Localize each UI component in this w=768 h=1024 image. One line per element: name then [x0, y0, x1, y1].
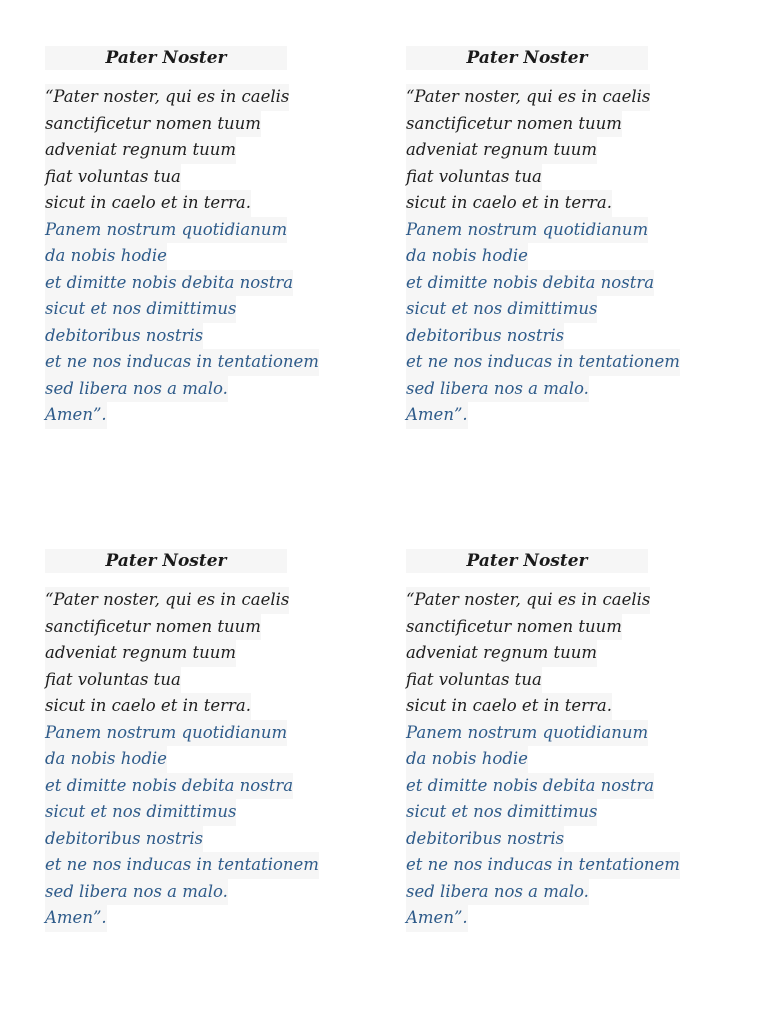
- prayer-line-highlighted: Amen”.: [45, 402, 107, 429]
- prayer-line-highlighted: Amen”.: [406, 402, 468, 429]
- prayer-line: “Pater noster, qui es in caelis: [406, 587, 650, 614]
- prayer-lines: [45, 587, 345, 932]
- prayer-line: “Pater noster, qui es in caelis: [45, 84, 289, 111]
- prayer-line-highlighted: et ne nos inducas in tentationem: [406, 852, 680, 879]
- prayer-lines: [45, 84, 345, 429]
- prayer-line-highlighted: sed libera nos a malo.: [45, 879, 228, 906]
- prayer-line-highlighted: debitoribus nostris: [45, 826, 203, 853]
- prayer-line: fiat voluntas tua: [45, 164, 181, 191]
- prayer-line: “Pater noster, qui es in caelis: [45, 587, 289, 614]
- prayer-line-highlighted: sed libera nos a malo.: [45, 376, 228, 403]
- prayer-line-highlighted: da nobis hodie: [406, 746, 528, 773]
- prayer-line: fiat voluntas tua: [406, 667, 542, 694]
- prayer-title: Pater Noster: [45, 549, 287, 573]
- prayer-line-highlighted: et dimitte nobis debita nostra: [406, 270, 654, 297]
- prayer-line-highlighted: Panem nostrum quotidianum: [406, 720, 648, 747]
- prayer-line-highlighted: et dimitte nobis debita nostra: [45, 773, 293, 800]
- prayer-line-highlighted: debitoribus nostris: [406, 826, 564, 853]
- prayer-line-highlighted: sicut et nos dimittimus: [406, 799, 597, 826]
- prayer-line-highlighted: et dimitte nobis debita nostra: [406, 773, 654, 800]
- prayer-line: fiat voluntas tua: [45, 667, 181, 694]
- prayer-line: fiat voluntas tua: [406, 164, 542, 191]
- prayer-line-highlighted: sicut et nos dimittimus: [45, 296, 236, 323]
- prayer-card: [45, 549, 345, 932]
- prayer-line: sanctificetur nomen tuum: [45, 111, 261, 138]
- prayer-line-highlighted: sed libera nos a malo.: [406, 376, 589, 403]
- prayer-line: adveniat regnum tuum: [45, 137, 236, 164]
- prayer-lines: [406, 587, 706, 932]
- prayer-line: adveniat regnum tuum: [45, 640, 236, 667]
- prayer-card: [406, 549, 706, 932]
- prayer-line-highlighted: Amen”.: [406, 905, 468, 932]
- prayer-line-highlighted: sicut et nos dimittimus: [406, 296, 597, 323]
- prayer-line-highlighted: Panem nostrum quotidianum: [406, 217, 648, 244]
- prayer-line-highlighted: et ne nos inducas in tentationem: [406, 349, 680, 376]
- prayer-line: sanctificetur nomen tuum: [45, 614, 261, 641]
- prayer-line-highlighted: sed libera nos a malo.: [406, 879, 589, 906]
- prayer-line: sicut in caelo et in terra.: [45, 190, 251, 217]
- prayer-line: sanctificetur nomen tuum: [406, 111, 622, 138]
- prayer-line-highlighted: et ne nos inducas in tentationem: [45, 852, 319, 879]
- prayer-line: sicut in caelo et in terra.: [406, 190, 612, 217]
- prayer-line: sanctificetur nomen tuum: [406, 614, 622, 641]
- prayer-line-highlighted: Panem nostrum quotidianum: [45, 217, 287, 244]
- prayer-line-highlighted: Amen”.: [45, 905, 107, 932]
- prayer-title: Pater Noster: [406, 549, 648, 573]
- prayer-line: sicut in caelo et in terra.: [406, 693, 612, 720]
- prayer-line-highlighted: da nobis hodie: [406, 243, 528, 270]
- prayer-line: “Pater noster, qui es in caelis: [406, 84, 650, 111]
- prayer-line-highlighted: et dimitte nobis debita nostra: [45, 270, 293, 297]
- prayer-line-highlighted: et ne nos inducas in tentationem: [45, 349, 319, 376]
- prayer-line-highlighted: da nobis hodie: [45, 746, 167, 773]
- prayer-card: [406, 46, 706, 429]
- prayer-title: Pater Noster: [406, 46, 648, 70]
- prayer-line-highlighted: sicut et nos dimittimus: [45, 799, 236, 826]
- prayer-line-highlighted: da nobis hodie: [45, 243, 167, 270]
- prayer-title: Pater Noster: [45, 46, 287, 70]
- prayer-line: adveniat regnum tuum: [406, 640, 597, 667]
- prayer-line-highlighted: Panem nostrum quotidianum: [45, 720, 287, 747]
- prayer-lines: [406, 84, 706, 429]
- prayer-line: sicut in caelo et in terra.: [45, 693, 251, 720]
- prayer-line-highlighted: debitoribus nostris: [45, 323, 203, 350]
- prayer-line: adveniat regnum tuum: [406, 137, 597, 164]
- prayer-card: [45, 46, 345, 429]
- prayer-line-highlighted: debitoribus nostris: [406, 323, 564, 350]
